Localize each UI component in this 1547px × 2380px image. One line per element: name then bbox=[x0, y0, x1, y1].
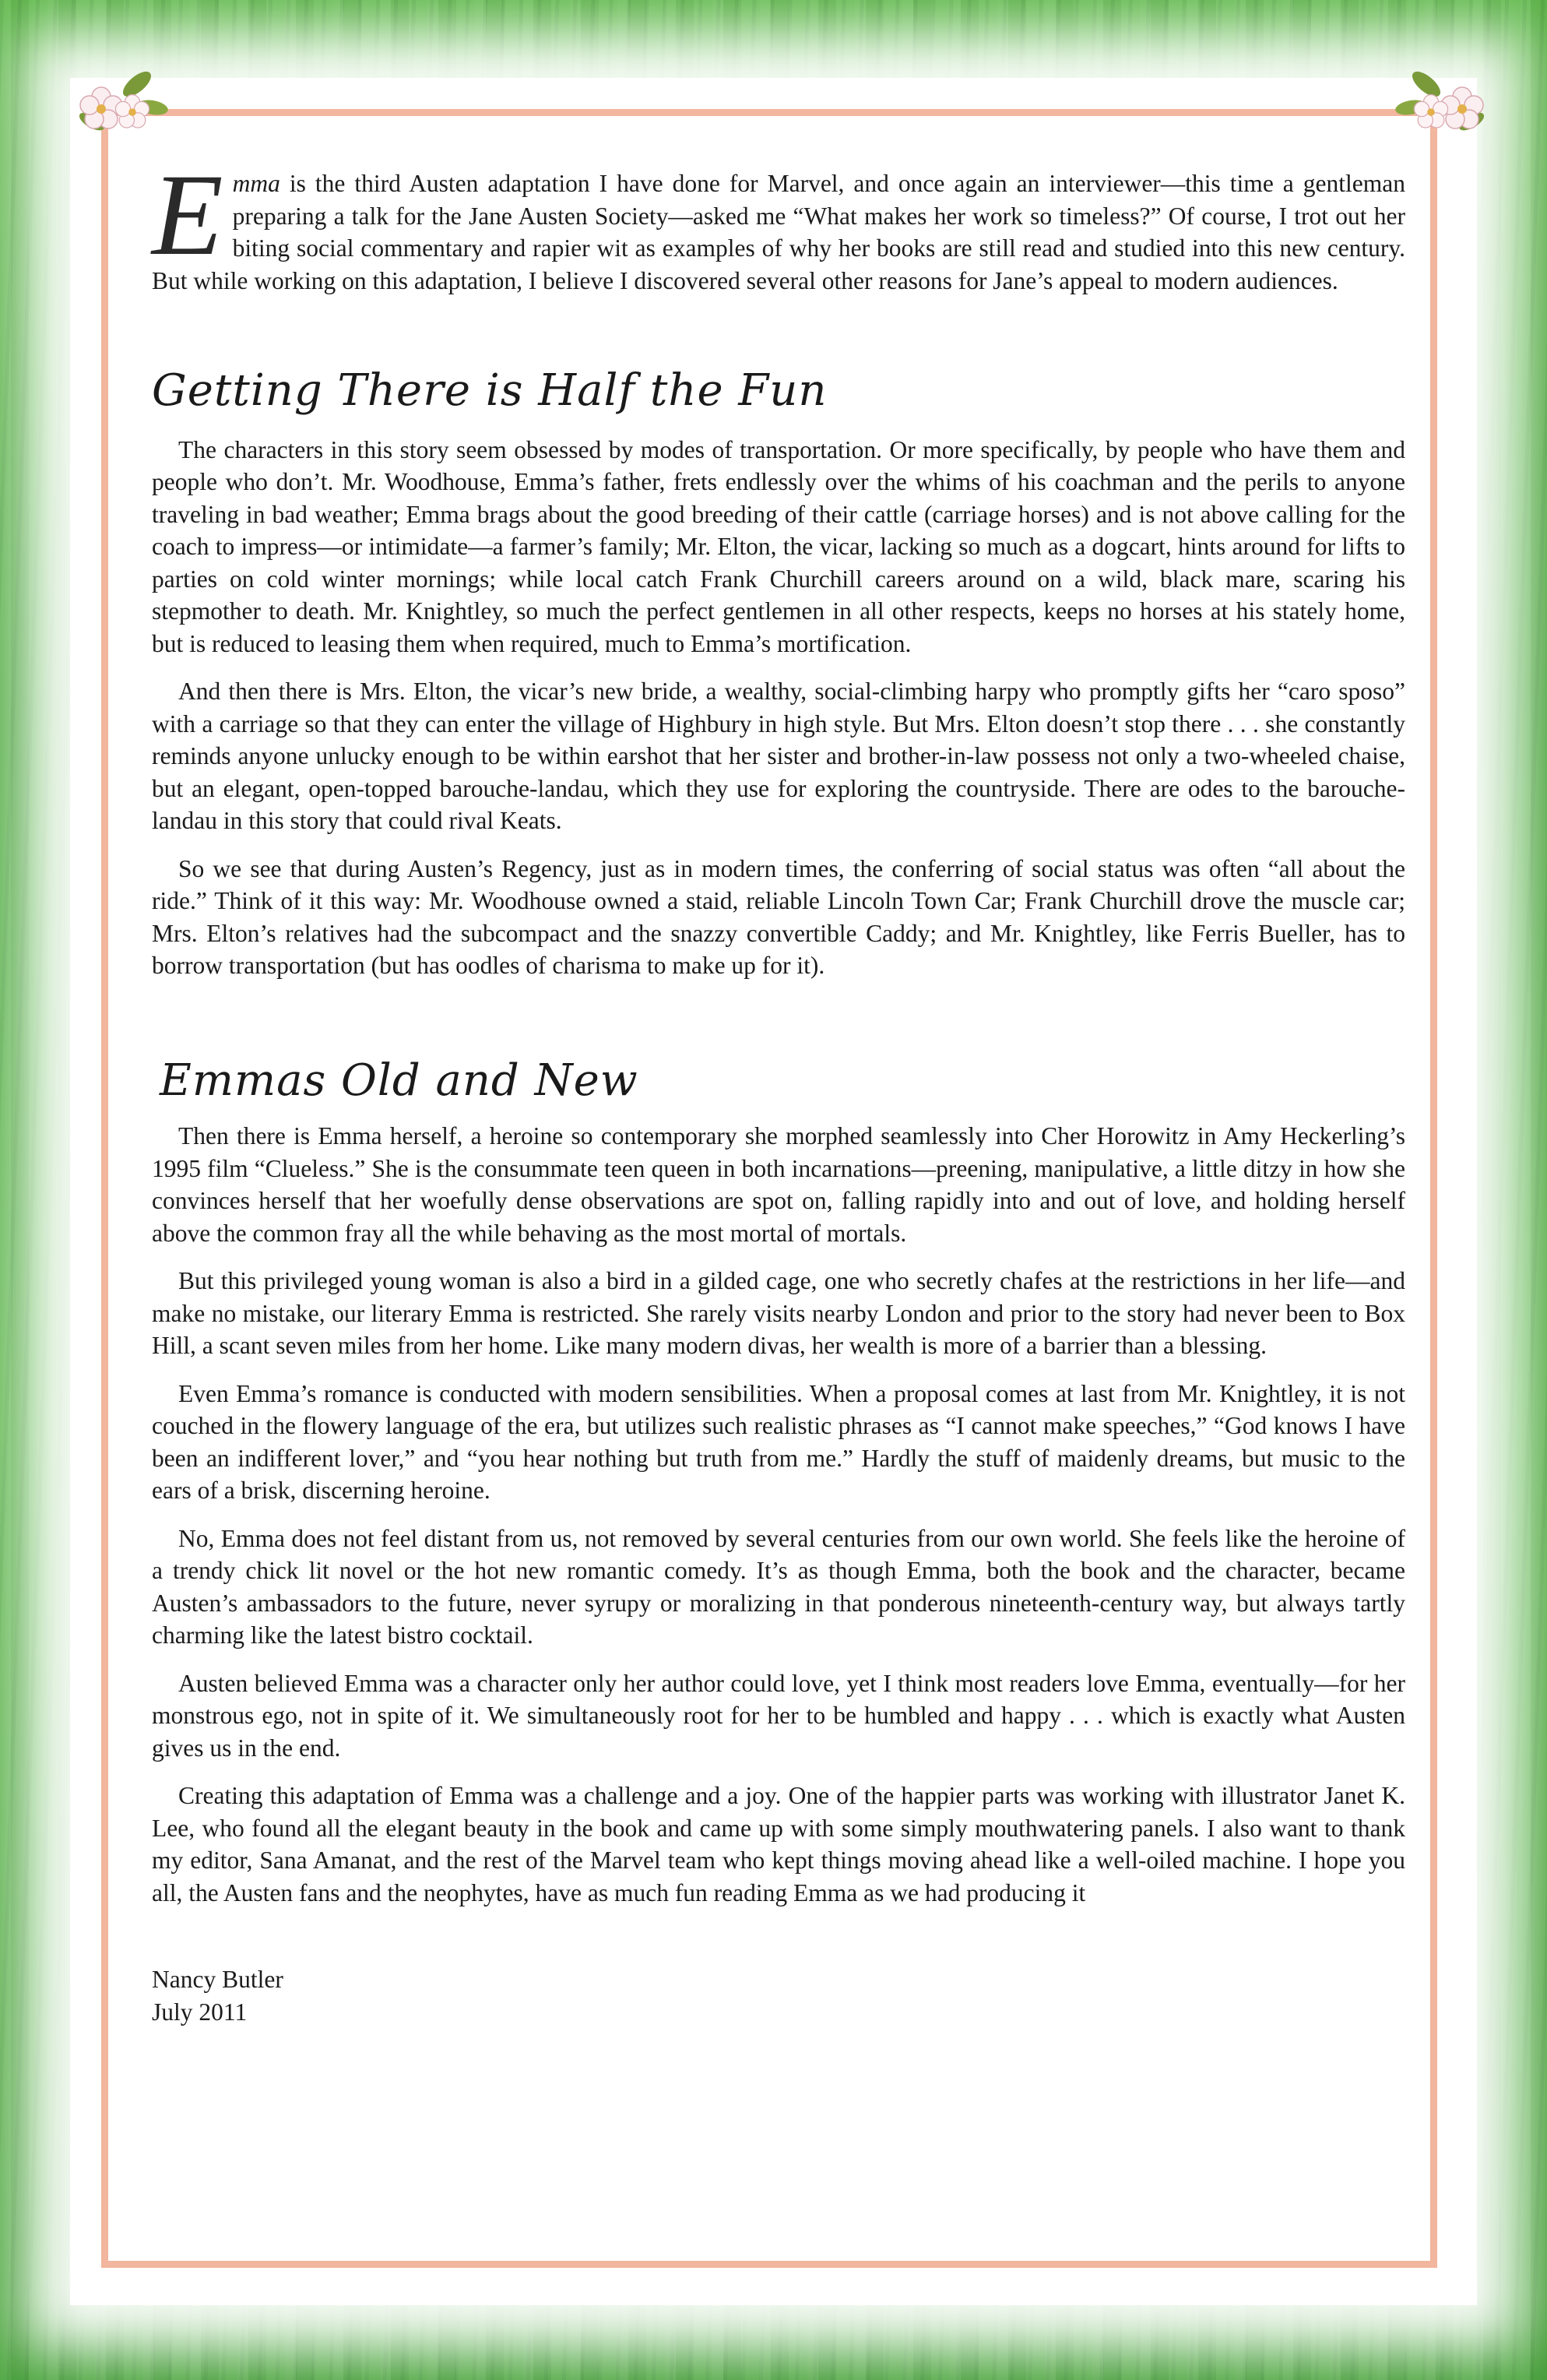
article-body bbox=[152, 150, 1405, 2029]
body-paragraph: But this privileged young woman is also a bird in a gilded cage, one who secretly chafes at the restrictions in her life—and make no mistake, our literary Emma is restricted. She rarely visits nearby London and prior to the story had never been to Box Hill, a scant seven miles from her home. Like many modern divas, her wealth is more of a barrier than a blessing. bbox=[152, 1267, 1405, 1359]
body-paragraph: The characters in this story seem obsessed by modes of transportation. Or more specifically, by people who have them and people who don’t. Mr. Woodhouse, Emma’s father, frets endlessly over the whims of his coachman and the perils to anyone traveling in bad weather; Emma brags about the good breeding of their cattle (carriage horses) and is not above calling for the coach to impress—or intimidate—a farmer’s family; Mr. Elton, the vicar, lacking so much as a dogcart, hints around for lifts to parties on cold winter mornings; while local catch Frank Churchill careers around on a wild, black mare, scaring his stepmother to death. Mr. Knightley, so much the perfect gentlemen in all other respects, keeps no horses at his stately home, but is reduced to leasing them when required, much to Emma’s mortification. bbox=[152, 435, 1405, 657]
signature-date: July 2011 bbox=[152, 1998, 248, 2026]
body-paragraph: No, Emma does not feel distant from us, not removed by several centuries from our own world. She feels like the heroine of a trendy chick lit novel or the hot new romantic comedy. It’s as though Emma, both the book and the character, became Austen’s ambassadors to the future, never syrupy or moralizing in that ponderous nineteenth-century way, but always tartly charming like the latest bistro cocktail. bbox=[152, 1524, 1405, 1649]
body-paragraph: So we see that during Austen’s Regency, just as in modern times, the conferring of social status was often “all about the ride.” Think of it this way: Mr. Woodhouse owned a staid, reliable Lincoln Town Car; Frank Churchill drove the muscle car; Mrs. Elton’s relatives had the subcompact and the snazzy convertible Caddy; and Mr. Knightley, like Ferris Bueller, has to borrow transportation (but has oodles of charisma to make up for it). bbox=[152, 854, 1405, 979]
section-heading-emmas: Emmas Old and New bbox=[160, 1054, 638, 1106]
body-paragraph: Then there is Emma herself, a heroine so contemporary she morphed seamlessly into Cher Horowitz in Amy Heckerling’s 1995 film “Clueless.” She is the consummate teen queen in both incarnations—preening, manipulative, a little ditzy in how she convinces herself that her woefully dense observations are spot on, falling rapidly into and out of love, and holding herself above the common fray all the while behaving as the most mortal of mortals. bbox=[152, 1122, 1405, 1247]
body-paragraph: Austen believed Emma was a character only her author could love, yet I think most readers love Emma, eventually—for her monstrous ego, not in spite of it. We simultaneously root for her to be humbled and happy . . . which is exactly what Austen gives us in the end. bbox=[152, 1669, 1405, 1762]
signature-block bbox=[152, 1963, 1405, 2029]
intro-text: is the third Austen adaptation I have done for Marvel, and once again an interviewer—this time a gentleman preparing a talk for the Jane Austen Society—asked me “What makes her work so timeless?” Of course, I trot out her biting social commentary and rapier wit as examples of why her books are still read and studied into this new century. But while working on this adaptation, I believe I discovered several other reasons for Jane’s appeal to modern audiences. bbox=[152, 170, 1405, 294]
body-paragraph: Even Emma’s romance is conducted with modern sensibilities. When a proposal comes at last from Mr. Knightley, it is not couched in the flowery language of the era, but utilizes such realistic phrases as “I cannot make speeches,” “God knows I have been an indifferent lover,” and “you hear nothing but truth from me.” Hardly the stuff of maidenly dreams, but music to the ears of a brisk, discerning heroine. bbox=[152, 1379, 1405, 1504]
body-paragraph: Creating this adaptation of Emma was a challenge and a joy. One of the happier parts was working with illustrator Janet K. Lee, who found all the elegant beauty in the book and came up with some simply mouthwatering panels. I also want to thank my editor, Sana Amanat, and the rest of the Marvel team who kept things moving ahead like a well-oiled machine. I hope you all, the Austen fans and the neophytes, have as much fun reading Emma as we had producing it bbox=[152, 1782, 1405, 1906]
intro-lead-word: mma bbox=[232, 170, 280, 197]
flower-corner-right-icon bbox=[1378, 61, 1503, 154]
flower-corner-left-icon bbox=[61, 61, 185, 154]
author-name: Nancy Butler bbox=[152, 1966, 283, 1993]
section-heading-transport: Getting There is Half the Fun bbox=[152, 365, 828, 416]
body-paragraph: And then there is Mrs. Elton, the vicar’s new bride, a wealthy, social-climbing harpy who promptly gifts her “caro sposo” with a carriage so that they can enter the village of Highbury in high style. But Mrs. Elton doesn’t stop there . . . she constantly reminds anyone unlucky enough to be within earshot that her sister and brother-in-law possess not only a two-wheeled chaise, but an elegant, open-topped barouche-landau, which they use for exploring the countryside. There are odes to the barouche-landau in this story that could rival Keats. bbox=[152, 678, 1405, 834]
intro-paragraph bbox=[152, 150, 1405, 297]
drop-cap: E bbox=[152, 150, 223, 280]
